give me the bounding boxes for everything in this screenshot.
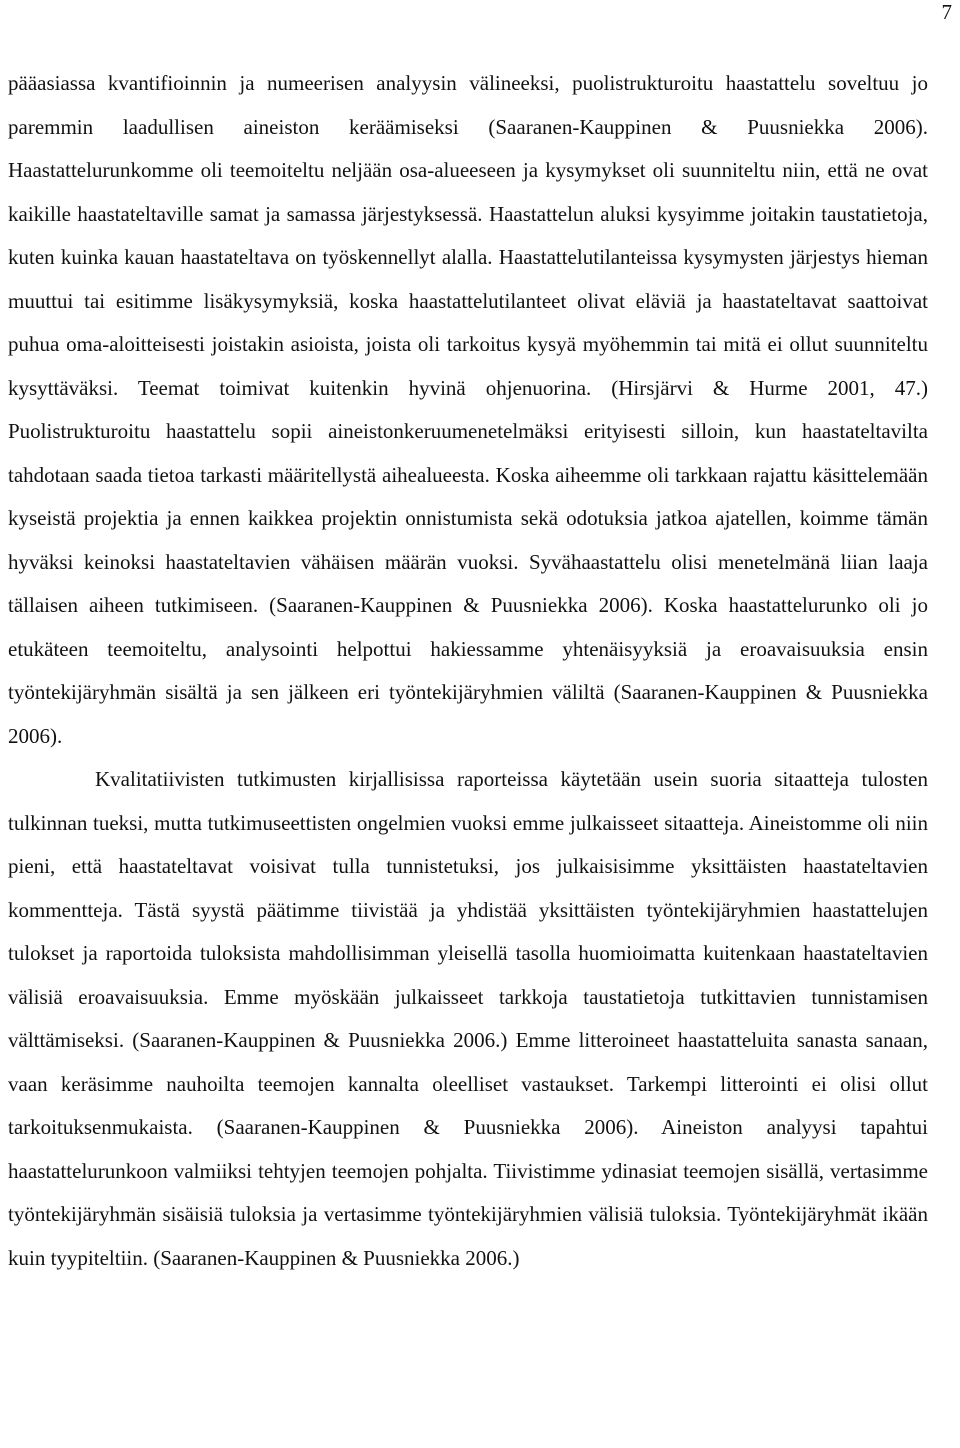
paragraph-method: pääasiassa kvantifioinnin ja numeerisen analyysin välineeksi, puolistrukturoitu haastattelu soveltuu jo paremmin laadullisen aineiston keräämiseksi (Saaranen-Kauppinen & Puusniekka 2006). Haastattelurunkomme oli teemoiteltu neljään osa-alueeseen ja kysymykset oli suunniteltu niin, että ne ovat kaikille haastateltaville samat ja samassa järjestyksessä. Haastattelun aluksi kysyimme joitakin taustatietoja, kuten kuinka kauan haastateltava on työskennellyt alalla. Haastattelutilanteissa kysymysten järjestys hieman muuttui tai esitimme lisäkysymyksiä, koska haastattelutilanteet olivat eläviä ja haastateltavat saattoivat puhua oma-aloitteisesti joistakin asioista, joista oli tarkoitus kysyä myöhemmin tai mitä ei ollut suunniteltu kysyttäväksi. Teemat toimivat kuitenkin hyvinä ohjenuorina. (Hirsjärvi & Hurme 2001, 47.) Puolistrukturoitu haastattelu sopii aineistonkeruumenetelmäksi erityisesti silloin, kun haastateltavilta tahdotaan saada tietoa tarkasti määritellystä aihealueesta. Koska aiheemme oli tarkkaan rajattu käsittelemään kyseistä projektia ja ennen kaikkea projektin onnistumista sekä odotuksia jatkoa ajatellen, koimme tämän hyväksi keinoksi haastateltavien vähäisen määrän vuoksi. Syvähaastattelu olisi menetelmänä liian laaja tällaisen aiheen tutkimiseen. (Saaranen-Kauppinen & Puusniekka 2006). Koska haastattelurunko oli jo etukäteen teemoiteltu, analysointi helpottui hakiessamme yhtenäisyyksiä ja eroavaisuuksia ensin työntekijäryhmän sisältä ja sen jälkeen eri työntekijäryhmien väliltä (Saaranen-Kauppinen & Puusniekka 2006). bbox=[8, 71, 928, 748]
paragraph-citations: Kvalitatiivisten tutkimusten kirjallisissa raporteissa käytetään usein suoria sitaatteja tulosten tulkinnan tueksi, mutta tutkimuseettisten ongelmien vuoksi emme julkaisseet sitaatteja. Aineistomme oli niin pieni, että haastateltavat voisivat tulla tunnistetuksi, jos julkaisisimme yksittäisten haastateltavien kommentteja. Tästä syystä päätimme tiivistää ja yhdistää yksittäisten työntekijäryhmien haastattelujen tulokset ja raportoida tuloksista mahdollisimman yleisellä tasolla huomioimatta kuitenkaan haastateltavien välisiä eroavaisuuksia. Emme myöskään julkaisseet tarkkoja taustatietoja tutkittavien tunnistamisen välttämiseksi. (Saaranen-Kauppinen & Puusniekka 2006.) Emme litteroineet haastatteluita sanasta sanaan, vaan keräsimme nauhoilta teemojen kannalta oleelliset vastaukset. Tarkempi litterointi ei olisi ollut tarkoituksenmukaista. (Saaranen-Kauppinen & Puusniekka 2006). Aineiston analyysi tapahtui haastattelurunkoon valmiiksi tehtyjen teemojen pohjalta. Tiivistimme ydinasiat teemojen sisällä, vertasimme työntekijäryhmän sisäisiä tuloksia ja vertasimme työntekijäryhmien välisiä tuloksia. Työntekijäryhmät ikään kuin tyypiteltiin. (Saaranen-Kauppinen & Puusniekka 2006.) bbox=[8, 767, 928, 1270]
page-number: 7 bbox=[941, 0, 952, 24]
body-text bbox=[8, 62, 928, 1280]
